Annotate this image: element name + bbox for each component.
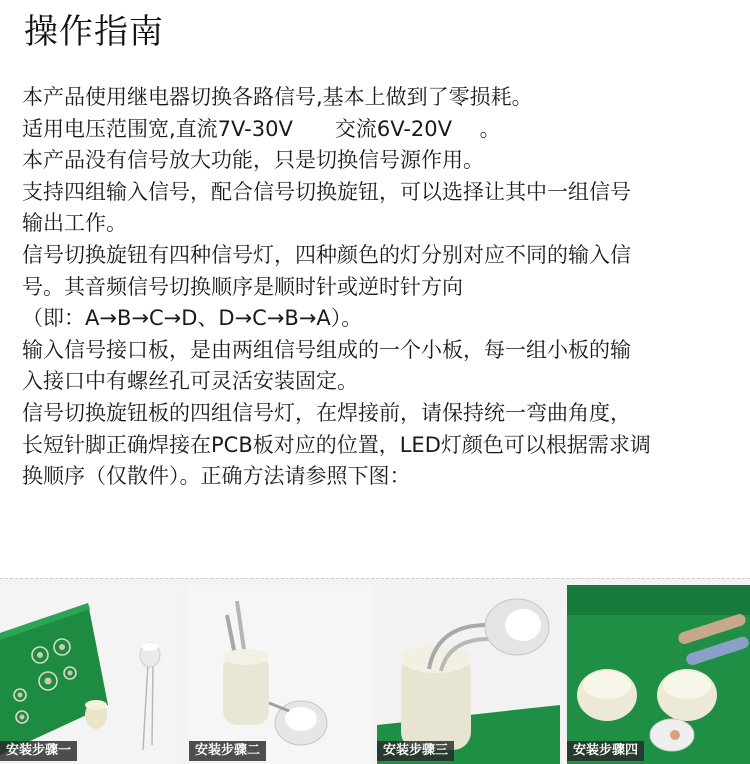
step-photo-3: [377, 585, 560, 764]
text-line: 信号切换旋钮有四种信号灯，四种颜色的灯分别对应不同的输入信: [22, 242, 631, 267]
text-line: 支持四组输入信号，配合信号切换旋钮，可以选择让其中一组信号: [22, 179, 631, 204]
text-line: 入接口中有螺丝孔可灵活安装固定。: [22, 369, 358, 394]
instruction-text: [22, 82, 734, 493]
step-caption: 安装步骤三: [377, 741, 454, 761]
bent-led-photo: [377, 585, 560, 764]
text-line: 适用电压范围宽,直流7V-30V 交流6V-20V 。: [22, 116, 501, 141]
text-line: 输出工作。: [22, 211, 127, 236]
step-photo-4: [567, 585, 750, 764]
step-caption: 安装步骤一: [0, 741, 77, 761]
text-line: 信号切换旋钮板的四组信号灯，在焊接前，请保持统一弯曲角度，: [22, 400, 631, 425]
text-line: 输入信号接口板，是由两组信号组成的一个小板，每一组小板的输: [22, 337, 631, 362]
text-line: 本产品没有信号放大功能，只是切换信号源作用。: [22, 148, 484, 173]
step-caption: 安装步骤四: [567, 741, 644, 761]
pcb-led-photo: [0, 585, 183, 764]
pcb-assembled-photo: [567, 585, 750, 764]
step-caption: 安装步骤二: [189, 741, 266, 761]
text-line: （即：A→B→C→D、D→C→B→A）。: [22, 306, 363, 331]
text-line: 换顺序（仅散件）。正确方法请参照下图：: [22, 464, 411, 489]
text-line: 本产品使用继电器切换各路信号,基本上做到了零损耗。: [22, 85, 533, 109]
page-title: 操作指南: [24, 12, 164, 52]
step-photo-1: [0, 585, 183, 764]
step-photo-strip: [0, 578, 750, 764]
text-line: 长短针脚正确焊接在PCB板对应的位置，LED灯颜色可以根据需求调: [22, 432, 651, 457]
led-sleeve-photo: [189, 585, 372, 764]
step-photo-2: [189, 585, 372, 764]
text-line: 号。其音频信号切换顺序是顺时针或逆时针方向: [22, 274, 463, 299]
